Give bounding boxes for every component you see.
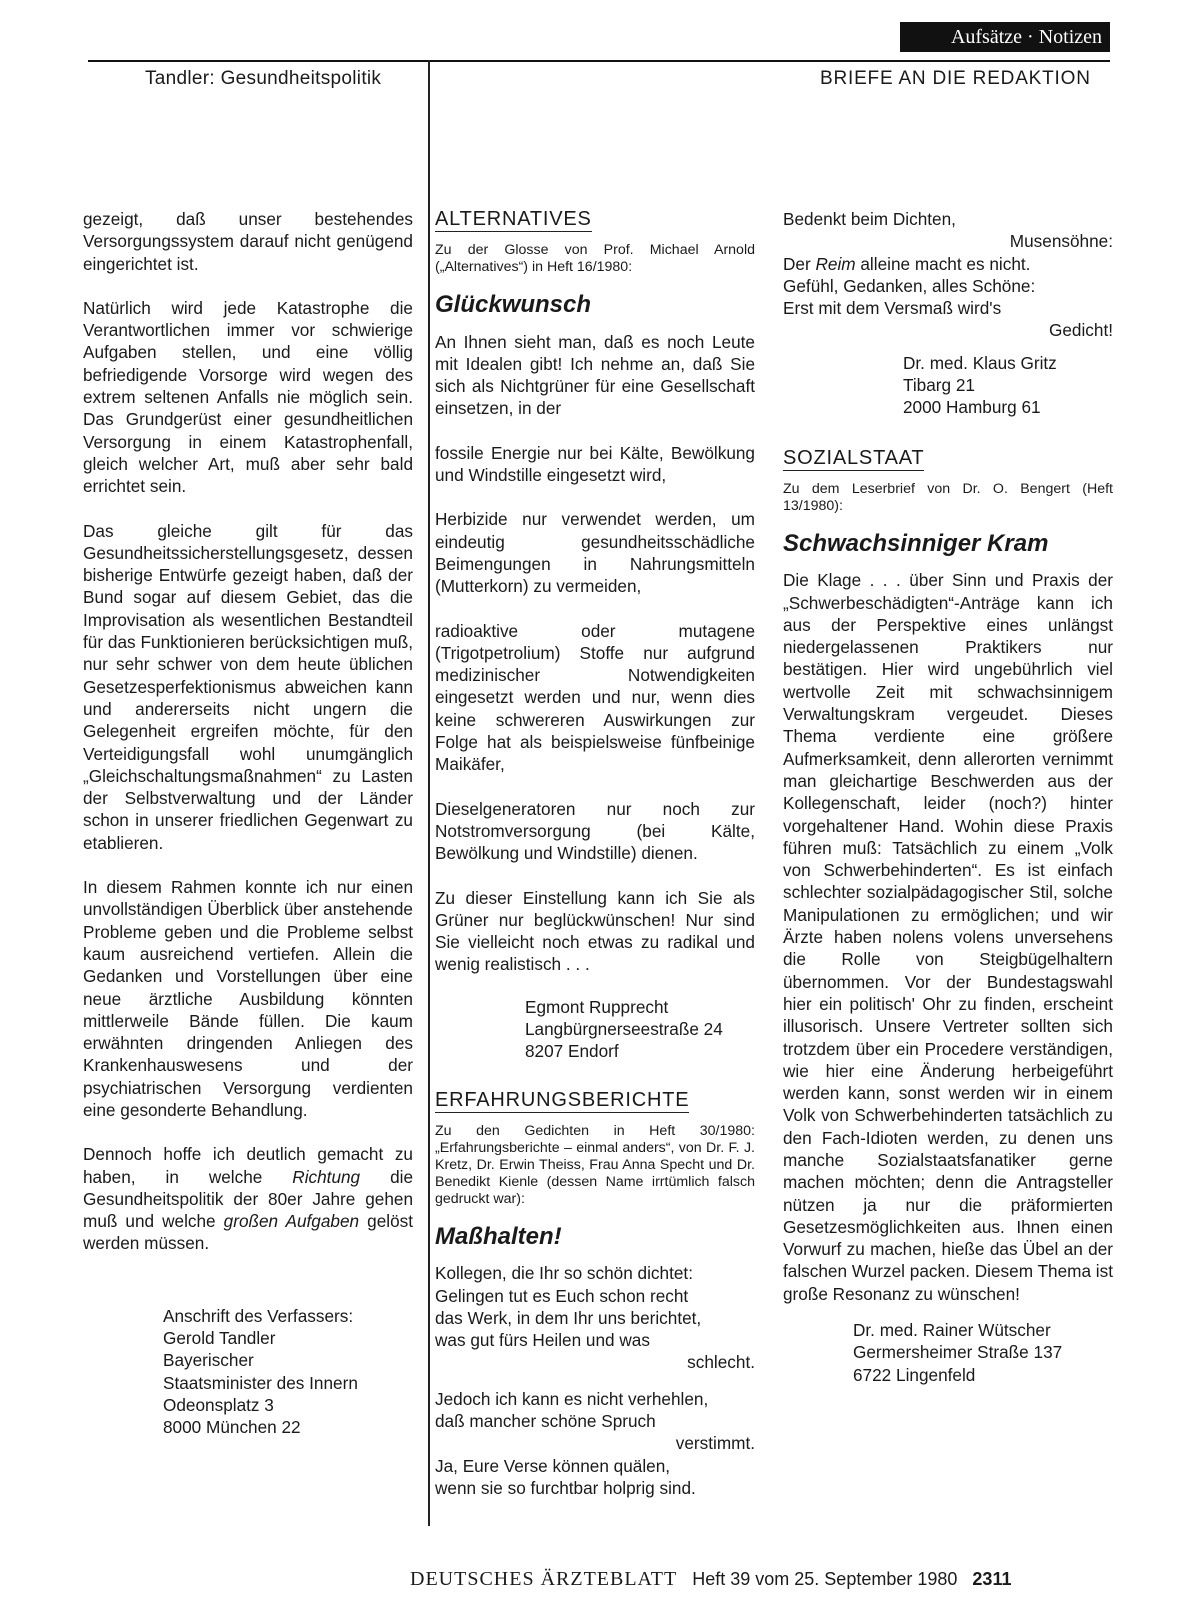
section-heading: ERFAHRUNGSBERICHTE xyxy=(435,1089,689,1113)
paragraph: In diesem Rahmen konnte ich nur einen unvollständigen Überblick über anstehende Probleme geben und die Probleme selbst kaum ausreichend vertiefen. Allein die Gedanken und Vorstellungen über eine neue ärztliche Ausbildung könnten mittlerweile Bände füllen. Die kaum erwähnten dringenden Anliegen des Krankenhauswesens und der psychiatrischen Versorgung verdienten eine gesonderte Behandlung. xyxy=(83,877,413,1120)
poem: Kollegen, die Ihr so schön dichtet: Gelingen tut es Euch schon recht das Werk, in dem Ihr uns berichtet, was gut fürs Heilen und was schlecht. Jedoch ich kann es nicht verhehlen, daß mancher schöne Spruch verstimmt. Ja, Eure Verse können quälen, wenn sie so furchtbar holprig sind. xyxy=(435,1263,755,1498)
letter-intro: Zu der Glosse von Prof. Michael Arnold („Alternatives“) in Heft 16/1980: xyxy=(435,242,755,276)
running-head-right: BRIEFE AN DIE REDAKTION xyxy=(820,68,1091,89)
page-footer xyxy=(410,1568,1011,1591)
letters-column-2 xyxy=(435,208,755,1499)
letter-signature: Egmont Rupprecht Langbürgnerseestraße 24 8207 Endorf xyxy=(525,996,723,1062)
poem-continued: Bedenkt beim Dichten, Musensöhne: Der Reim alleine macht es nicht. Gefühl, Gedanken, alles Schöne: Erst mit dem Versmaß wird's Gedicht! xyxy=(783,209,1113,341)
header-rule xyxy=(88,60,1110,62)
letter-intro: Zu dem Leserbrief von Dr. O. Bengert (Heft 13/1980): xyxy=(783,480,1113,514)
section-badge: Aufsätze · Notizen xyxy=(900,22,1110,52)
paragraph: Herbizide nur verwendet werden, um eindeutig gesundheitsschädliche Beimengungen in Nahrungsmitteln (Mutterkorn) zu vermeiden, xyxy=(435,509,755,597)
column-divider xyxy=(428,60,430,1526)
letter-title: Schwachsinniger Kram xyxy=(783,529,1049,557)
paragraph: radioaktive oder mutagene (Trigotpetrolium) Stoffe nur aufgrund medizinischer Notwendigkeiten eingesetzt werden und nur, wenn dies keine schwereren Auswirkungen zur Folge hat als beispielsweise fünfbeinige Maikäfer, xyxy=(435,620,755,775)
paragraph: An Ihnen sieht man, daß es noch Leute mit Idealen gibt! Ich nehme an, daß Sie sich als Nichtgrüner für eine Gesellschaft einsetzen, in der xyxy=(435,331,755,419)
letter-title: Glückwunsch xyxy=(435,291,592,319)
article-column-1 xyxy=(83,208,413,1439)
letter-signature: Dr. med. Klaus Gritz Tibarg 21 2000 Hamburg 61 xyxy=(903,352,1057,418)
paragraph: Dieselgeneratoren nur noch zur Notstromversorgung (bei Kälte, Bewölkung und Windstille) dienen. xyxy=(435,798,755,864)
running-head-left: Tandler: Gesundheitspolitik xyxy=(145,68,382,89)
page-number: 2311 xyxy=(972,1569,1012,1589)
paragraph: Das gleiche gilt für das Gesundheitssicherstellungsgesetz, dessen bisherige Entwürfe gezeigt haben, daß der Bund sogar auf diesem Gebiet, das die Improvisation als wesentlichen Bestandteil für das Funktionieren berücksichtigen muß, nur sehr schwer von dem heute üblichen Gesetzesperfektionismus abweichen kann und andererseits nicht ungern die Gelegenheit ergreifen möchte, für den Verteidigungsfall wohl unumgänglich „Gleichschaltungsmaßnahmen“ zu Lasten der Selbstverwaltung und der Länder schon in unserer friedlichen Gegenwart zu etablieren. xyxy=(83,520,413,853)
paragraph: Zu dieser Einstellung kann ich Sie als Grüner nur beglückwünschen! Nur sind Sie vielleicht noch etwas zu radikal und wenig realistisch . . . xyxy=(435,887,755,975)
letter-intro: Zu den Gedichten in Heft 30/1980: „Erfahrungsberichte – einmal anders“, von Dr. F. J. Kretz, Dr. Erwin Theiss, Frau Anna Specht und Dr. Benedikt Kienle (dessen Name irrtümlich falsch gedruckt war): xyxy=(435,1122,755,1207)
paragraph: gezeigt, daß unser bestehendes Versorgungssystem darauf nicht genügend eingerichtet ist. xyxy=(83,209,413,274)
letter-title: Maßhalten! xyxy=(435,1222,562,1250)
author-address: Anschrift des Verfassers: Gerold Tandler Bayerischer Staatsminister des Innern Odeonsplatz 3 8000 München 22 xyxy=(163,1305,358,1438)
paragraph: fossile Energie nur bei Kälte, Bewölkung und Windstille eingesetzt wird, xyxy=(435,442,755,486)
section-heading: SOZIALSTAAT xyxy=(783,447,924,471)
paragraph: Natürlich wird jede Katastrophe die Verantwortlichen immer vor schwierige Aufgaben stellen, und eine völlig befriedigende Vorsorge wird wegen des extrem seltenen Anfalls nie möglich sein. Das Grundgerüst einer gesundheitlichen Versorgung in einem Katastrophenfall, gleich welcher Art, muß aber sehr bald errichtet sein. xyxy=(83,297,413,497)
paragraph-closing: Dennoch hoffe ich deutlich gemacht zu haben, in welche Richtung die Gesundheitspolitik der 80er Jahre gehen muß und welche großen Aufgaben gelöst werden müssen. xyxy=(83,1144,414,1254)
journal-name: DEUTSCHES ÄRZTEBLATT xyxy=(410,1568,678,1590)
issue-info: Heft 39 vom 25. September 1980 xyxy=(692,1569,958,1589)
paragraph: Die Klage . . . über Sinn und Praxis der „Schwerbeschädigten“-Anträge kann ich aus der Perspektive eines unlängst niedergelassenen Praktikers nur bestätigen. Hier wird ungebührlich viel wertvolle Zeit mit schwachsinnigem Verwaltungskram vergeudet. Dieses Thema verdiente eine größere Aufmerksamkeit, denn allerorten vernimmt man gleichartige Beschwerden aus der Kollegenschaft, leider (noch?) hinter vorgehaltener Hand. Wohin diese Praxis führen muß: Tatsächlich zu einem „Volk von Schwerbehinderten“. Es ist einfach schlechter sozialpädagogischer Stil, solche Manipulationen zu ermöglichen; und wir Ärzte haben nolens volens unversehens die Rolle von Steigbügelhaltern übernommen. Vor der Bundestagswahl hier ein politisch' Ohr zu finden, erscheint illusorisch. Unsere Vertreter sollten sich trotzdem über ein Procedere verständigen, wie hier eine Änderung herbeigeführt werden kann, sonst werden wir in einem Volk von Schwerbehinderten tatsächlich zu den Fach-Idioten werden, zu denen uns manche Sozialstaatsfanatiker gerne machen möchten; denn die Antragsteller nützen ja nur die präformierten Gesetzesmöglichkeiten aus. Ihnen einen Vorwurf zu machen, hieße das Übel an der falschen Wurzel packen. Diesem Thema ist große Resonanz zu wünschen! xyxy=(783,570,1113,1304)
letter-signature: Dr. med. Rainer Wütscher Germersheimer Straße 137 6722 Lingenfeld xyxy=(853,1320,1063,1385)
letters-column-3 xyxy=(783,208,1113,1386)
section-heading: ALTERNATIVES xyxy=(435,208,592,232)
